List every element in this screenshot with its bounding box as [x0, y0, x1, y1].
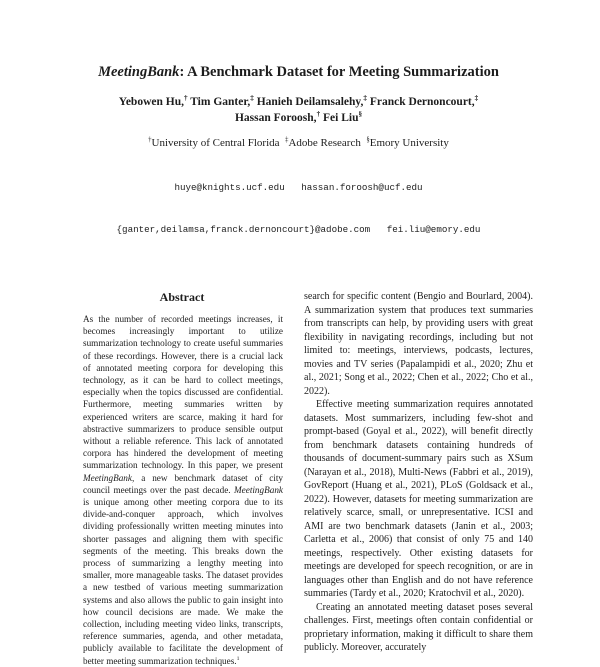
- intro-paragraph-continuation: search for specific content (Bengio and Bourlard, 2004). A summarization system that produces text summaries from transcripts can help, by providing users with great flexibility in navigating recordings, including but not limited to: meetings, interviews, podcasts, lectures, movies and TV series (Papalampidi et al., 2020; Zhu et al., 2021; Song et al., 2022; Chen et al., 2022; Cho et al., 2022).: [304, 291, 533, 397]
- email-line-2: {ganter,deilamsa,franck.dernoncourt}@adobe.com fei.liu@emory.edu: [116, 224, 481, 235]
- intro-paragraph-datasets: Effective meeting summarization requires annotated datasets. Most summarizers, including few-shot and prompt-based (Goyal et al., 2022), will benefit directly from benchmark datasets containing hundreds of thousands of document-summary pairs such as XSum (Narayan et al., 2018), Multi-News (Fabbri et al., 2019), GovReport (Huang et al., 2021), PLoS (Goldsack et al., 2022). However, datasets for meeting summarization are relatively scarce, small, or unrepresentative. ICSI and AMI are two benchmark datasets (Janin et al., 2003; Carletta et al., 2006) that consist of only 75 and 140 meetings, respectively. Other existing datasets for meetings are developed for speech recognition, or are in languages other than English and do not have reference summaries (Tardy et al., 2020; Kratochvil et al., 2020).: [304, 399, 533, 599]
- paper-title: MeetingBank: A Benchmark Dataset for Meeting Summarization: [98, 64, 499, 80]
- two-column-body: [63, 290, 534, 667]
- email-line-1: huye@knights.ucf.edu hassan.foroosh@ucf.edu: [174, 182, 423, 193]
- affiliations-line: †University of Central Florida ‡Adobe Research §Emory University: [148, 136, 449, 149]
- right-column: [304, 290, 533, 667]
- email-block: [63, 153, 534, 265]
- abstract-text: As the number of recorded meetings increases, it becomes increasingly important to utilize summarization technology to create useful summaries of these recordings. However, there is a crucial lack of annotated meeting corpora for developing this technology, as it can be hard to collect meetings, especially when the topics discussed are confidential. Furthermore, meeting summaries written by experienced writers are scarce, making it hard for abstractive summarizers to produce sensible output without a reliable reference. This lack of annotated corpora has hindered the development of meeting summarization technology. In this paper, we present MeetingBank, a new benchmark dataset of city council meetings over the past decade. MeetingBank is unique among other meeting corpora due to its divide-and-conquer approach, which involves dividing professionally written meeting minutes into shorter passages and aligning them with specific segments of the meeting. This breaks down the process of summarizing a lengthy meeting into smaller, more manageable tasks. The dataset provides a new testbed of various meeting summarization systems and also allows the public to gain insight into how council decisions are made. We make the collection, including meeting video links, transcripts, reference summaries, agenda, and other metadata, publicly available to facilitate the development of better meeting summarization techniques.$^1$: [83, 314, 283, 666]
- intro-paragraph-challenges: Creating an annotated meeting dataset poses several challenges. First, meetings often contain confidential or proprietary information, making it difficult to share them publicly. Moreover, accurately: [304, 601, 533, 653]
- author-line-1: Yebowen Hu,† Tim Ganter,‡ Hanieh Deilamsalehy,‡ Franck Dernoncourt,‡: [118, 94, 479, 108]
- left-column: [63, 290, 295, 667]
- author-line-2: Hassan Foroosh,† Fei Liu§: [234, 110, 363, 124]
- abstract-heading: Abstract: [159, 290, 205, 304]
- author-block: [63, 94, 534, 126]
